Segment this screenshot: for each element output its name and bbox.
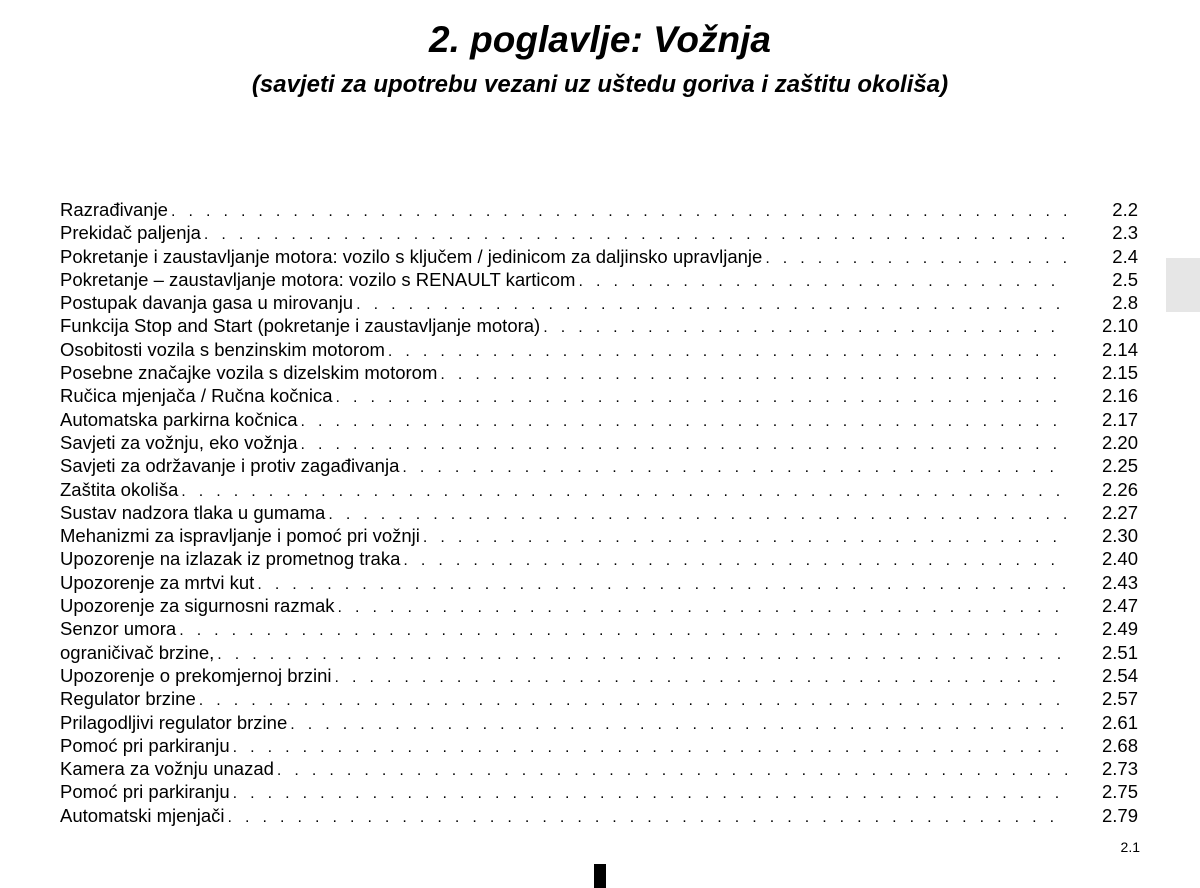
toc-entry[interactable] [60, 384, 1138, 407]
toc-dot-leader [217, 643, 1068, 666]
toc-entry[interactable] [60, 198, 1138, 221]
toc-entry[interactable] [60, 594, 1138, 617]
toc-dot-leader [338, 596, 1068, 619]
toc-entry[interactable] [60, 291, 1138, 314]
toc-entry-page: 2.49 [1101, 618, 1138, 640]
page-title: 2. poglavlje: Vožnja [429, 19, 771, 60]
toc-entry-label: Razrađivanje [60, 199, 168, 220]
toc-entry[interactable] [60, 501, 1138, 524]
toc-dot-leader [356, 293, 1068, 316]
toc-entry-label: Postupak davanja gasa u mirovanju [60, 292, 354, 314]
toc-entry-page: 2.15 [1101, 362, 1138, 384]
toc-entry-label: Pomoć pri parkiranju [60, 781, 230, 803]
toc-entry[interactable] [60, 687, 1138, 710]
toc-entry[interactable] [60, 478, 1138, 501]
toc-entry[interactable] [60, 361, 1138, 384]
toc-entry-label: Kamera za vožnju unazad [60, 758, 274, 780]
toc-entry[interactable] [60, 571, 1138, 594]
toc-dot-leader [179, 619, 1068, 642]
toc-dot-leader [334, 666, 1068, 689]
toc-dot-leader [233, 736, 1068, 759]
toc-dot-leader [543, 316, 1068, 339]
toc-entry-label: Ručica mjenjača / Ručna kočnica [60, 385, 333, 407]
toc-entry[interactable] [60, 734, 1138, 757]
toc-entry-page: 2.73 [1101, 758, 1138, 780]
toc-dot-leader [423, 526, 1068, 549]
toc-entry-page: 2.17 [1101, 408, 1138, 430]
toc-dot-leader [301, 410, 1068, 433]
toc-dot-leader [290, 713, 1068, 736]
toc-entry-label: Pokretanje – zaustavljanje motora: vozilo s RENAULT karticom [60, 268, 576, 290]
toc-entry-page: 2.4 [1112, 245, 1138, 267]
toc-entry-page: 2.30 [1101, 525, 1138, 547]
toc-entry-page: 2.26 [1101, 478, 1138, 500]
toc-entry-label: Upozorenje za sigurnosni razmak [60, 595, 335, 617]
toc-entry-label: Funkcija Stop and Start (pokretanje i zaustavljanje motora) [60, 315, 541, 337]
toc-entry-label: Pomoć pri parkiranju [60, 734, 230, 756]
toc-entry[interactable] [60, 664, 1138, 687]
toc-dot-leader [233, 782, 1068, 805]
toc-entry[interactable] [60, 221, 1138, 244]
toc-entry-label: Prilagodljivi regulator brzine [60, 711, 288, 733]
toc-entry-label: Mehanizmi za ispravljanje i pomoć pri vožnji [60, 525, 420, 547]
toc-entry[interactable] [60, 804, 1138, 827]
toc-entry-page: 2.10 [1101, 315, 1138, 337]
toc-dot-leader [228, 806, 1068, 829]
toc-entry-page: 2.5 [1112, 268, 1138, 290]
toc-entry[interactable] [60, 711, 1138, 734]
toc-dot-leader [171, 200, 1068, 223]
table-of-contents [60, 198, 1138, 827]
toc-dot-leader [440, 363, 1068, 386]
toc-entry-page: 2.79 [1101, 804, 1138, 826]
toc-entry[interactable] [60, 338, 1138, 361]
toc-entry-page: 2.27 [1101, 501, 1138, 523]
toc-entry[interactable] [60, 641, 1138, 664]
toc-dot-leader [388, 340, 1068, 363]
toc-dot-leader [402, 456, 1068, 479]
toc-dot-leader [301, 433, 1068, 456]
toc-entry-label: Pokretanje i zaustavljanje motora: vozilo s ključem / jedinicom za daljinsko upravljanje [60, 245, 763, 267]
toc-entry-page: 2.25 [1101, 455, 1138, 477]
toc-entry[interactable] [60, 757, 1138, 780]
toc-entry-label: Savjeti za održavanje i protiv zagađivanja [60, 455, 400, 477]
toc-entry-label: Upozorenje na izlazak iz prometnog traka [60, 548, 401, 570]
toc-entry-page: 2.61 [1101, 711, 1138, 733]
toc-entry-page: 2.8 [1112, 292, 1138, 314]
toc-entry-label: Automatska parkirna kočnica [60, 408, 298, 430]
toc-entry-label: Zaštita okoliša [60, 478, 179, 500]
toc-entry-page: 2.47 [1101, 595, 1138, 617]
toc-entry-page: 2.16 [1101, 385, 1138, 407]
toc-entry[interactable] [60, 524, 1138, 547]
toc-dot-leader [578, 270, 1068, 293]
toc-dot-leader [336, 386, 1069, 409]
toc-entry[interactable] [60, 617, 1138, 640]
toc-entry-label: Savjeti za vožnju, eko vožnja [60, 431, 298, 453]
toc-dot-leader [181, 480, 1068, 503]
toc-entry-label: Osobitosti vozila s benzinskim motorom [60, 338, 385, 360]
toc-entry-page: 2.54 [1101, 664, 1138, 686]
toc-entry-page: 2.14 [1101, 338, 1138, 360]
toc-entry-label: Upozorenje za mrtvi kut [60, 571, 255, 593]
toc-entry[interactable] [60, 454, 1138, 477]
toc-entry-label: Upozorenje o prekomjernoj brzini [60, 664, 332, 686]
toc-entry[interactable] [60, 780, 1138, 803]
toc-entry-page: 2.20 [1101, 431, 1138, 453]
toc-dot-leader [204, 223, 1068, 246]
toc-entry[interactable] [60, 431, 1138, 454]
toc-entry-label: Automatski mjenjači [60, 804, 225, 826]
toc-entry-page: 2.43 [1101, 571, 1138, 593]
toc-entry-page: 2.3 [1112, 222, 1138, 244]
toc-entry-page: 2.40 [1101, 548, 1138, 570]
toc-entry-label: Prekidač paljenja [60, 222, 201, 244]
toc-dot-leader [765, 247, 1068, 270]
toc-entry[interactable] [60, 314, 1138, 337]
toc-dot-leader [277, 759, 1068, 782]
toc-entry-page: 2.57 [1101, 688, 1138, 710]
toc-entry-page: 2.75 [1101, 781, 1138, 803]
toc-entry-page: 2.51 [1101, 641, 1138, 663]
toc-dot-leader [403, 549, 1068, 572]
toc-entry-label: Regulator brzine [60, 688, 196, 710]
toc-entry-page: 2.68 [1101, 734, 1138, 756]
toc-entry-label: Sustav nadzora tlaka u gumama [60, 501, 326, 523]
bottom-crop-mark [594, 864, 606, 888]
toc-entry-label: Senzor umora [60, 618, 177, 640]
toc-entry[interactable] [60, 245, 1138, 268]
toc-entry-page: 2.2 [1112, 199, 1138, 220]
toc-entry[interactable] [60, 547, 1138, 570]
toc-dot-leader [199, 689, 1068, 712]
toc-entry-label: ograničivač brzine, [60, 641, 215, 663]
toc-entry[interactable] [60, 408, 1138, 431]
toc-dot-leader [257, 573, 1068, 596]
toc-entry-label: Posebne značajke vozila s dizelskim motorom [60, 362, 438, 384]
toc-entry[interactable] [60, 268, 1138, 291]
toc-dot-leader [328, 503, 1068, 526]
page-subtitle: (savjeti za upotrebu vezani uz uštedu goriva i zaštitu okoliša) [251, 71, 949, 98]
page-number: 2.1 [1120, 839, 1140, 855]
chapter-side-tab [1166, 258, 1200, 312]
